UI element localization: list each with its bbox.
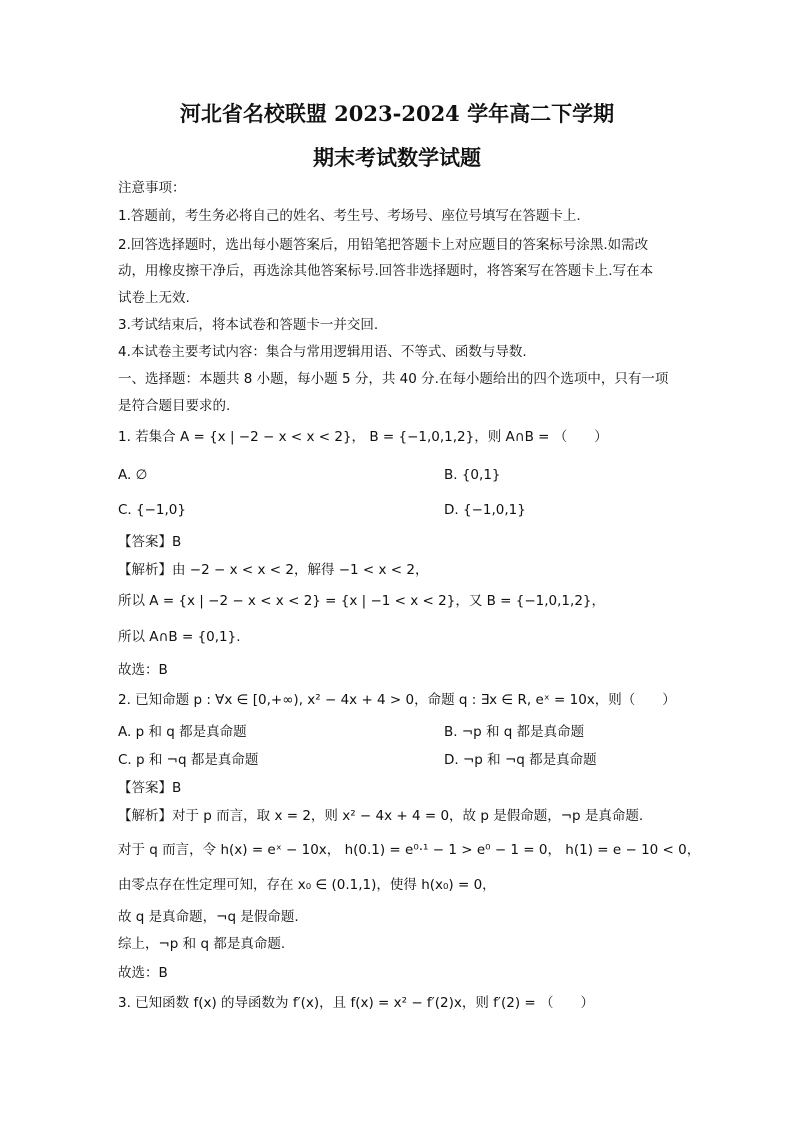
notice-item-4: 4.本试卷主要考试内容：集合与常用逻辑用语、不等式、函数与导数. [118,344,527,360]
question-2-solution-3: 由零点存在性定理可知，存在 x₀ ∈ (0.1,1)，使得 h(x₀) = 0， [118,877,496,893]
question-2-choice: 故选：B [118,965,168,981]
notice-item-2-cont: 动，用橡皮擦干净后，再选涂其他答案标号.回答非选择题时，将答案写在答题卡上.写在本 [118,263,654,279]
question-1-option-a: A. ∅ [118,467,148,483]
question-2-stem: 2. 已知命题 p : ∀x ∈ [0,+∞), x² − 4x + 4 > 0，命题 q : ∃x ∈ R, eˣ = 10x，则（ ） [118,692,676,708]
question-2-option-d: D. ¬p 和 ¬q 都是真命题 [444,752,597,768]
question-2-solution-1: 【解析】对于 p 而言，取 x = 2，则 x² − 4x + 4 = 0，故 p 是假命题，¬p 是真命题. [118,808,644,824]
question-1-solution-2: 所以 A = {x | −2 − x < x < 2} = {x | −1 < x < 2}，又 B = {−1,0,1,2}， [118,593,605,609]
exam-subtitle: 期末考试数学试题 [313,145,481,170]
question-2-option-c: C. p 和 ¬q 都是真命题 [118,752,259,768]
exam-title: 河北省名校联盟 2023-2024 学年高二下学期 [179,101,615,126]
question-1-option-c: C. {−1,0} [118,502,186,518]
notice-item-2: 2.回答选择题时，选出每小题答案后，用铅笔把答题卡上对应题目的答案标号涂黑.如需改 [118,237,649,253]
question-2-solution-5: 综上，¬p 和 q 都是真命题. [118,936,286,952]
question-3-stem: 3. 已知函数 f(x) 的导函数为 f′(x)，且 f(x) = x² − f′(2)x，则 f′(2) = （ ） [118,995,594,1011]
section-heading: 一、选择题：本题共 8 小题，每小题 5 分，共 40 分.在每小题给出的四个选项中，只有一项 [118,371,669,387]
question-2-option-b: B. ¬p 和 q 都是真命题 [444,724,585,740]
question-1-solution-1: 【解析】由 −2 − x < x < 2，解得 −1 < x < 2， [118,562,429,578]
notice-item-3: 3.考试结束后，将本试卷和答题卡一并交回. [118,317,379,333]
question-1-option-b: B. {0,1} [444,467,501,483]
question-1-answer: 【答案】B [118,534,182,550]
question-2-solution-2: 对于 q 而言，令 h(x) = eˣ − 10x， h(0.1) = e⁰·¹ − 1 > e⁰ − 1 = 0， h(1) = e − 10 < 0， [118,842,701,858]
question-2-answer: 【答案】B [118,780,182,796]
notice-heading: 注意事项： [118,180,186,196]
question-1-choice: 故选：B [118,662,168,678]
notice-item-1: 1.答题前，考生务必将自己的姓名、考生号、考场号、座位号填写在答题卡上. [118,208,581,224]
question-2-option-a: A. p 和 q 都是真命题 [118,724,247,740]
question-1-stem: 1. 若集合 A = {x | −2 − x < x < 2}， B = {−1,0,1,2}，则 A∩B = （ ） [118,429,608,445]
notice-item-2-end: 试卷上无效. [118,290,190,306]
question-1-solution-3: 所以 A∩B = {0,1}. [118,629,241,645]
question-2-solution-4: 故 q 是真命题，¬q 是假命题. [118,909,299,925]
question-1-option-d: D. {−1,0,1} [444,502,526,518]
section-heading-cont: 是符合题目要求的. [118,398,231,414]
